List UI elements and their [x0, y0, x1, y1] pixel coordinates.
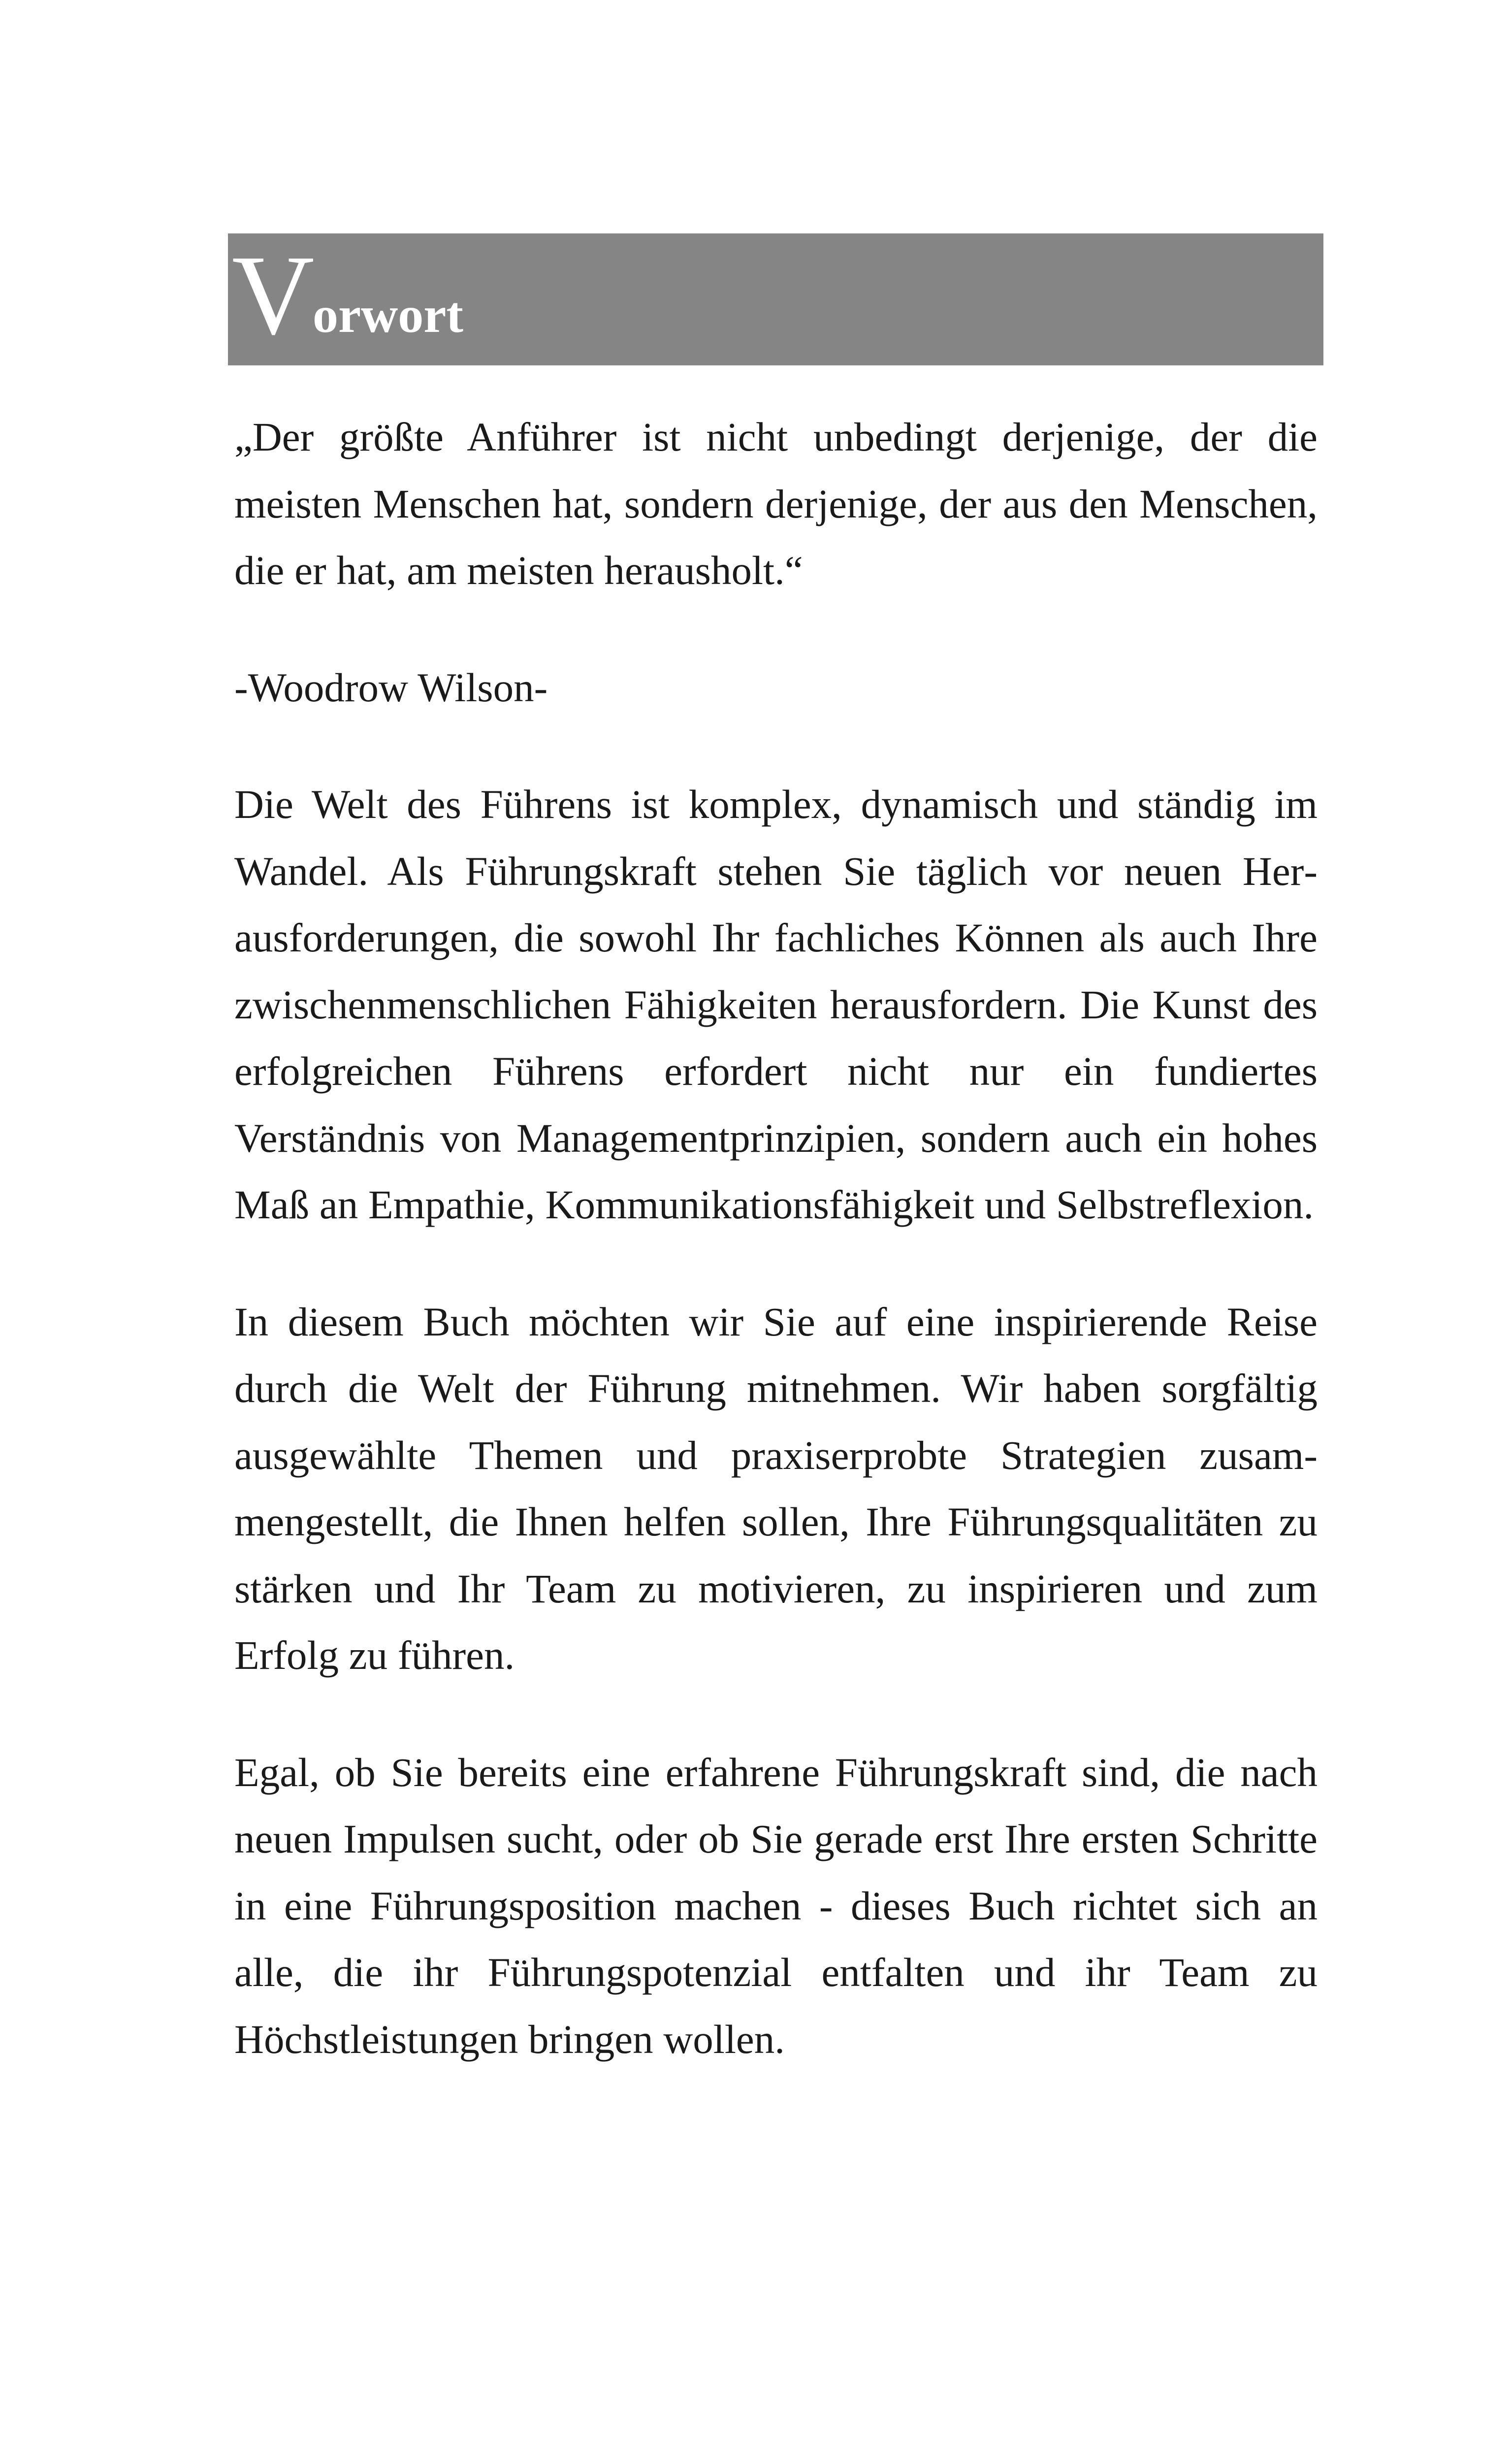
paragraph: Egal, ob Sie bereits eine erfahrene Führungskraft sind, die nach neuen Impulsen sucht, oder ob Sie gerade erst Ihre ersten Schritte in eine Führungsposition machen - dieses Buch richtet sich an alle, die ihr Führungspotenzial entfalten und ihr Team zu Höchstleistungen bringen wollen.	[234, 1749, 1318, 2062]
body-text	[234, 404, 1318, 2073]
epigraph-author: -Woodrow Wilson-	[234, 664, 548, 710]
chapter-heading-text: orwort	[313, 287, 464, 343]
chapter-heading-initial: V	[232, 232, 315, 358]
epigraph-quote: „Der größte Anführer ist nicht unbedingt derjenige, der die meisten Menschen hat, sondern derjenige, der aus den Menschen, die er hat, am meisten herausholt.“	[234, 414, 1318, 593]
chapter-heading-bar	[228, 233, 1323, 365]
paragraph: In diesem Buch möchten wir Sie auf eine inspirierende Reise durch die Welt der Führung mitnehmen. Wir haben sorgfältig ausgewählte Themen und praxiserprobte Strategien zusammengestellt, die Ihnen helfen sollen, Ihre Führungsqualitäten zu stärken und Ihr Team zu motivieren, zu inspirieren und zum Erfolg zu führen.	[234, 1299, 1318, 1678]
paragraph: Die Welt des Führens ist komplex, dynamisch und ständig im Wandel. Als Führungskraft stehen Sie täglich vor neuen Herausforderungen, die sowohl Ihr fachliches Können als auch Ihre zwischenmenschlichen Fähigkeiten herausfordern. Die Kunst des erfolgreichen Führens erfordert nicht nur ein fundiertes Verständnis von Managementprinzipien, sondern auch ein hohes Maß an Empathie, Kommunikationsfähigkeit und Selbstreflexion.	[234, 782, 1318, 1227]
